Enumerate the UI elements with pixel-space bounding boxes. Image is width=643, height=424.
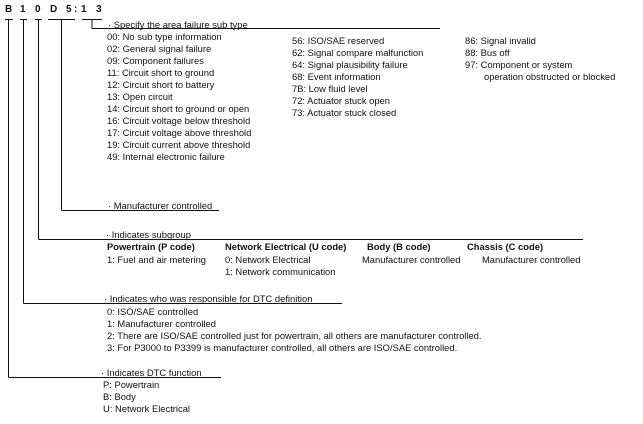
responsibility-item: 1: Manufacturer controlled <box>107 318 216 329</box>
subgroup-header-body: Body (B code) <box>367 241 431 252</box>
manufacturer-title: · Manufacturer controlled <box>108 200 213 211</box>
subgroup-chassis-item: Manufacturer controlled <box>482 254 581 265</box>
code-char-d: D <box>50 4 58 15</box>
subtype-item: 09: Component failures <box>107 55 204 66</box>
subtype-item: 7B: Low fluid level <box>292 83 368 94</box>
subtype-item: operation obstructed or blocked <box>484 71 616 82</box>
subtype-item: 14: Circuit short to ground or open <box>107 103 250 114</box>
function-item: B: Body <box>103 391 136 402</box>
subgroup-title: · Indicates subgroup <box>106 229 191 240</box>
subtype-item: 16: Circuit voltage below threshold <box>107 115 251 126</box>
subtype-item: 11: Circuit short to ground <box>107 67 215 78</box>
responsibility-item: 0: ISO/SAE controlled <box>107 306 199 317</box>
code-char-1b: 1 <box>81 4 87 15</box>
subtype-item: 86: Signal invalid <box>465 35 536 46</box>
code-char-1: 1 <box>20 4 26 15</box>
subgroup-header-network: Network Electrical (U code) <box>225 241 347 252</box>
function-item: P: Powertrain <box>103 379 160 390</box>
code-char-b: B <box>5 4 13 15</box>
code-char-3: 3 <box>96 4 102 15</box>
function-title: · Indicates DTC function <box>101 367 202 378</box>
responsibility-item: 3: For P3000 to P3399 is manufacturer controlled, all others are ISO/SAE controlled. <box>107 342 458 353</box>
subtype-item: 02: General signal failure <box>107 43 212 54</box>
subgroup-header-chassis: Chassis (C code) <box>467 241 544 252</box>
subtype-item: 49: Internal electronic failure <box>107 151 225 162</box>
code-char-5: 5 <box>66 4 72 15</box>
subtype-title: · Specify the area failure sub type <box>108 19 248 30</box>
responsibility-title: · Indicates who was responsible for DTC definition <box>104 293 313 304</box>
subtype-item: 72: Actuator stuck open <box>292 95 390 106</box>
responsibility-item: 2: There are ISO/SAE controlled just for powertrain, all others are manufacturer controlled. <box>107 330 482 341</box>
subtype-item: 13: Open circuit <box>107 91 173 102</box>
subgroup-header-powertrain: Powertrain (P code) <box>107 241 195 252</box>
subgroup-network-item: 0: Network Electrical <box>225 254 311 265</box>
subtype-item: 73: Actuator stuck closed <box>292 107 397 118</box>
subtype-item: 68: Event information <box>292 71 381 82</box>
subtype-item: 00: No sub type information <box>107 31 222 42</box>
subtype-item: 17: Circuit voltage above threshold <box>107 127 252 138</box>
subtype-item: 97: Component or system <box>465 59 573 70</box>
subgroup-network-item: 1: Network communication <box>225 266 336 277</box>
subgroup-body-item: Manufacturer controlled <box>362 254 461 265</box>
subtype-item: 64: Signal plausibility failure <box>292 59 408 70</box>
code-char-0: 0 <box>35 4 41 15</box>
function-item: U: Network Electrical <box>103 403 190 414</box>
subtype-item: 88: Bus off <box>465 47 510 58</box>
subtype-item: 19: Circuit current above threshold <box>107 139 251 150</box>
subtype-item: 12: Circuit short to battery <box>107 79 215 90</box>
subtype-item: 56: ISO/SAE reserved <box>292 35 385 46</box>
subtype-item: 62: Signal compare malfunction <box>292 47 424 58</box>
code-char-colon: : <box>74 4 78 15</box>
subgroup-powertrain-item: 1: Fuel and air metering <box>107 254 207 265</box>
